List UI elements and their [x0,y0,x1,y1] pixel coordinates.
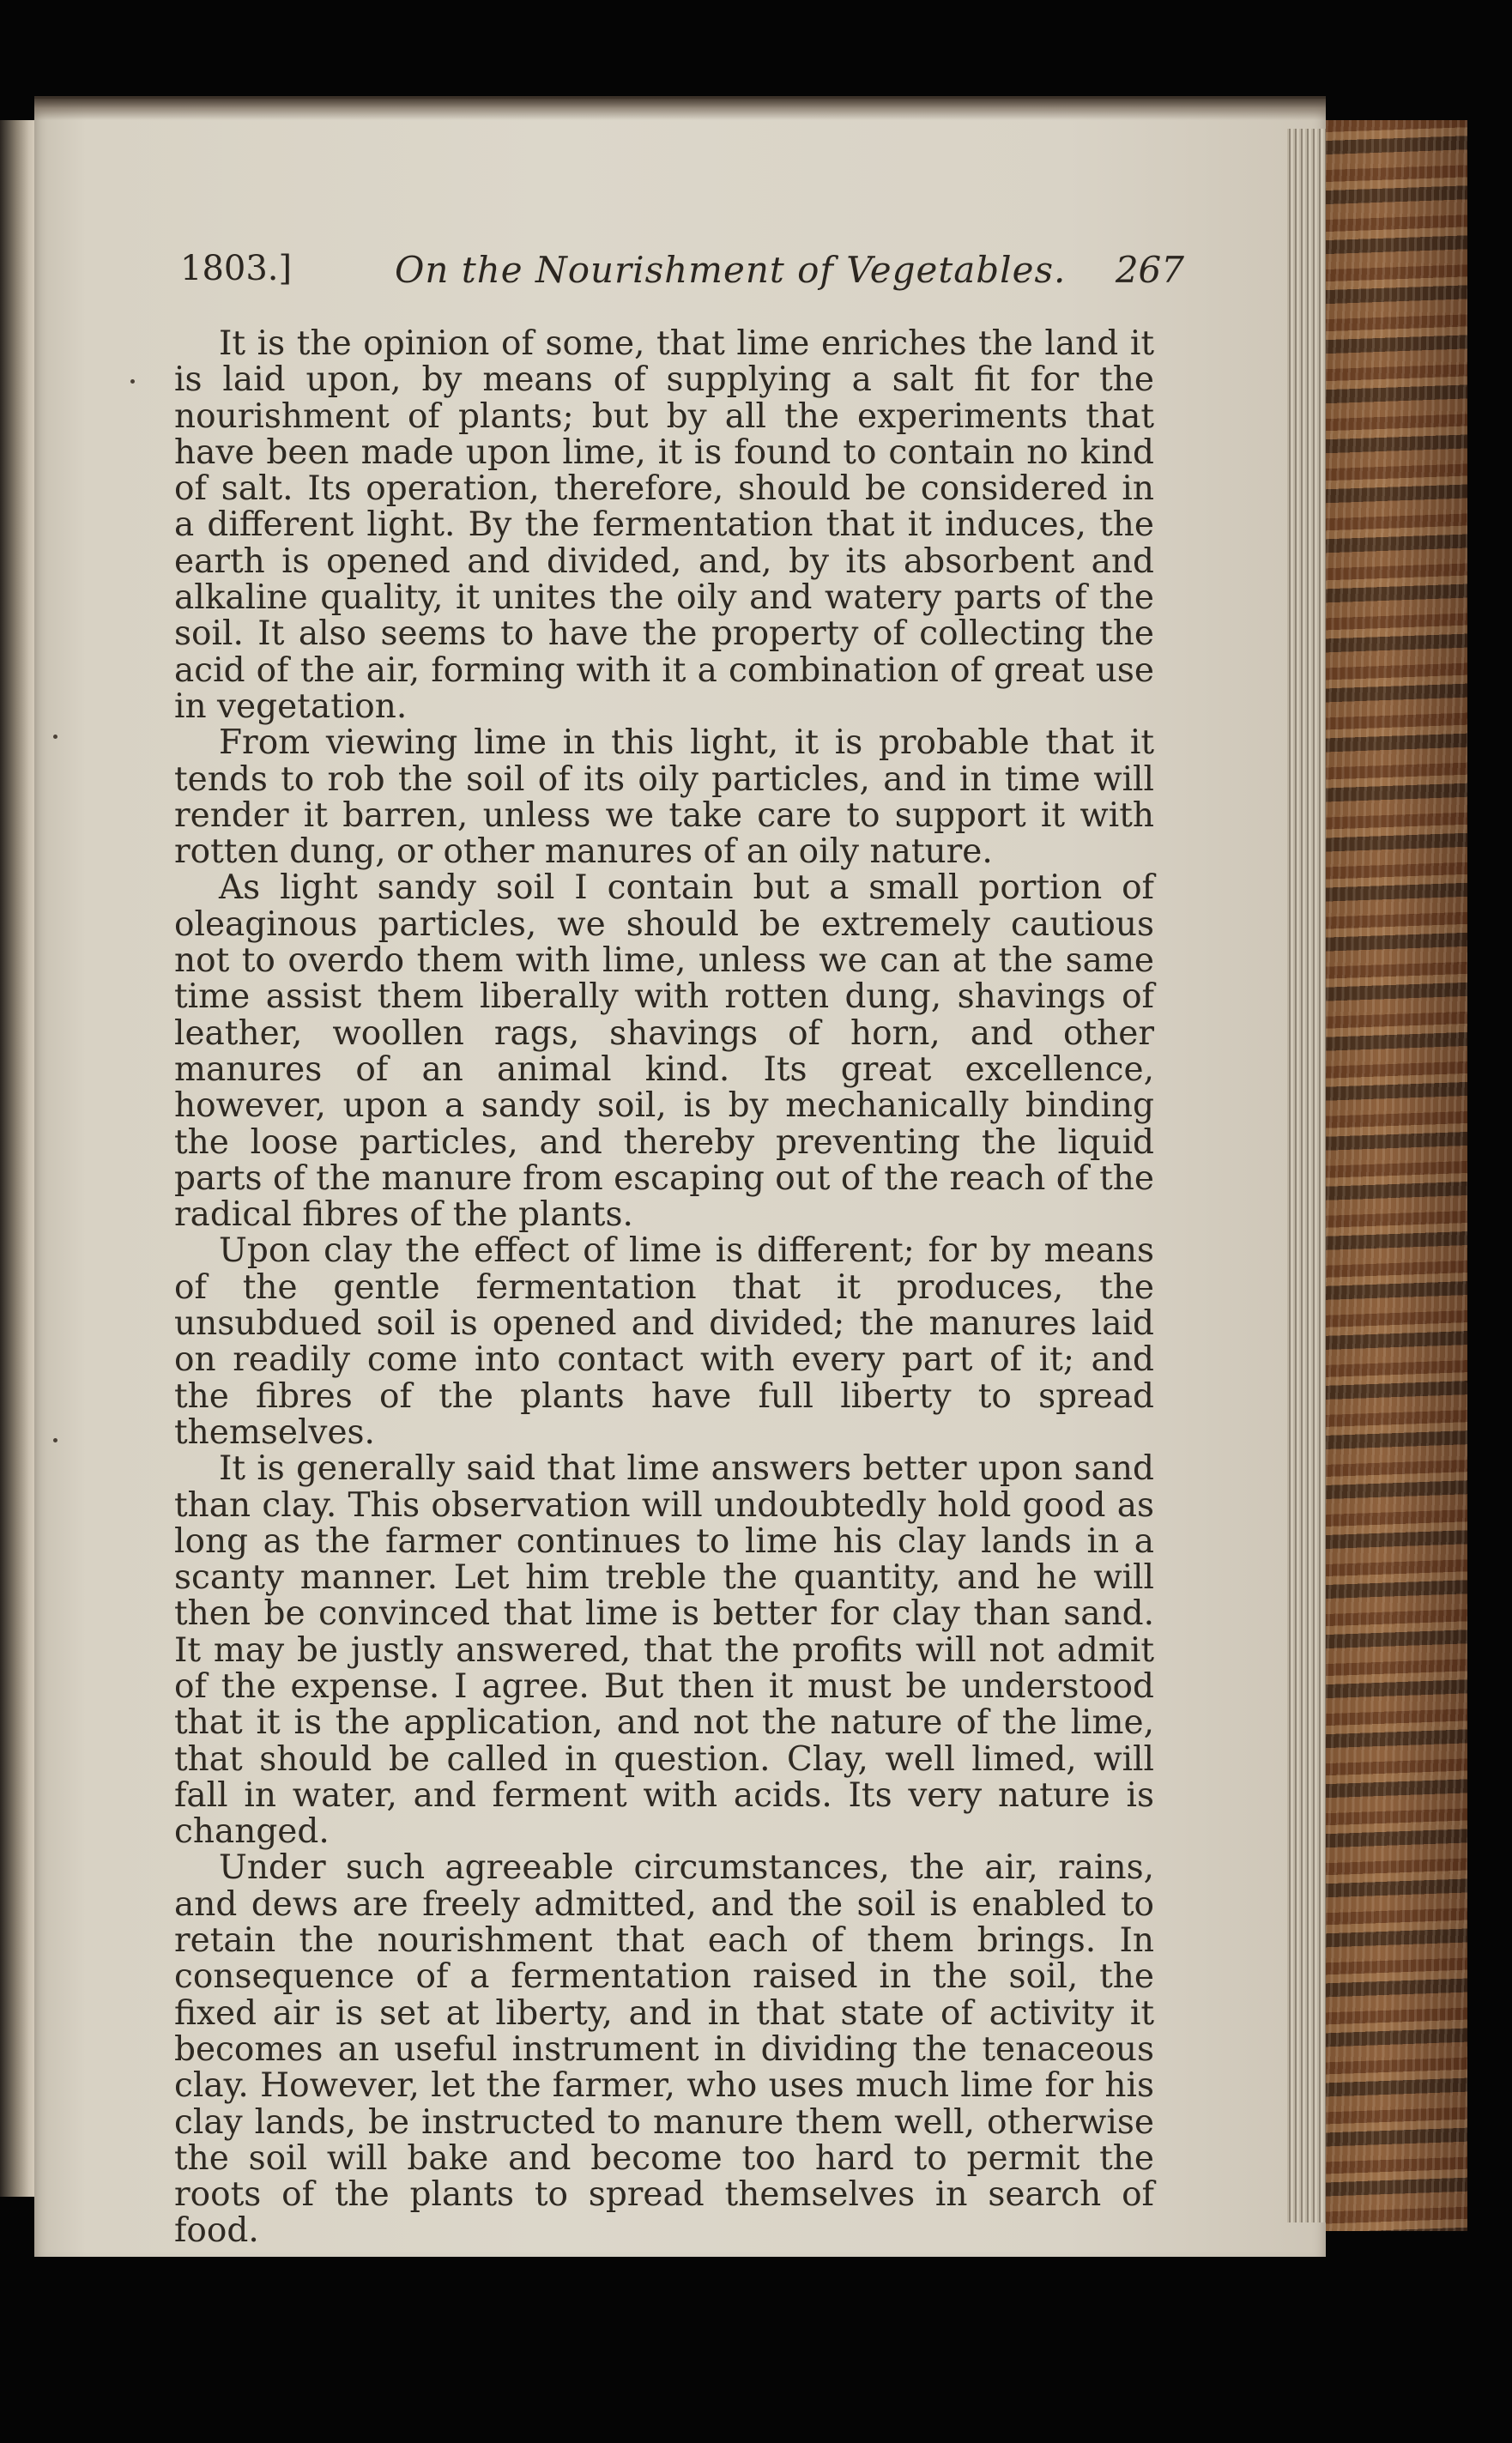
ink-speck [130,379,135,384]
ink-speck [53,1438,57,1442]
page-top-shadow [34,96,1326,120]
paragraph-2: From viewing lime in this light, it is probable that it tends to rob the soil of its oily particles, and in time will render it barren, unless we take care to support it with rotten dung, or other manures of an oily nature. [174,723,1154,872]
page-number: 267 [1115,249,1184,291]
running-title: On the Nourishment of Vegetables. [395,249,1067,291]
body-text [174,326,1154,2250]
header-year: 1803.] [180,249,293,288]
facing-page-edge [0,120,36,2197]
running-header [180,249,1184,309]
page-stack-edge [1287,129,1328,2222]
paragraph-1: It is the opinion of some, that lime enriches the land it is laid upon, by means of supplying a salt fit for the nourishment of plants; but by all the experiments that have been made upon lime, it is found to contain no kind of salt. Its operation, therefore, should be considered in a different light. By the fermentation that it induces, the earth is opened and divided, and, by its absorbent and alkaline quality, it unites the oily and watery parts of the soil. It also seems to have the property of collecting the acid of the air, forming with it a combination of great use in vegetation. [174,324,1154,726]
ink-speck [53,735,57,739]
paragraph-4: Upon clay the effect of lime is different; for by means of the gentle fermentation that it produces, the unsubdued soil is opened and divided; the manures laid on readily come into contact with every part of it; and the fibres of the plants have full liberty to spread themselves. [174,1231,1154,1452]
paragraph-6: Under such agreeable circumstances, the air, rains, and dews are freely admitted, and the soil is enabled to retain the nourishment that each of them brings. In consequence of a fermentation raised in the soil, the fixed air is set at liberty, and in that state of activity it becomes an useful instrument in dividing the tenaceous clay. However, let the farmer, who uses much lime for his clay lands, be instructed to manure them well, otherwise the soil will bake and become too hard to permit the roots of the plants to spread themselves in search of food. [174,1848,1154,2251]
paragraph-3: As light sandy soil I contain but a small portion of oleaginous particles, we should be extremely cautious not to overdo them with lime, unless we can at the same time assist them liberally with rotten dung, shavings of leather, woollen rags, shavings of horn, and other manures of an animal kind. Its great excellence, however, upon a sandy soil, is by mechanically binding the loose particles, and thereby preventing the liquid parts of the manure from escaping out of the reach of the radical fibres of the plants. [174,868,1154,1235]
marbled-fore-edge [1326,120,1467,2231]
paragraph-5: It is generally said that lime answers better upon sand than clay. This observation will undoubtedly hold good as long as the farmer continues to lime his clay lands in a scanty manner. Let him treble the quantity, and he will then be convinced that lime is better for clay than sand. It may be justly answered, that the profits will not admit of the expense. I agree. But then it must be understood that it is the application, and not the nature of the lime, that should be called in question. Clay, well limed, will fall in water, and ferment with acids. Its very nature is changed. [174,1449,1154,1852]
